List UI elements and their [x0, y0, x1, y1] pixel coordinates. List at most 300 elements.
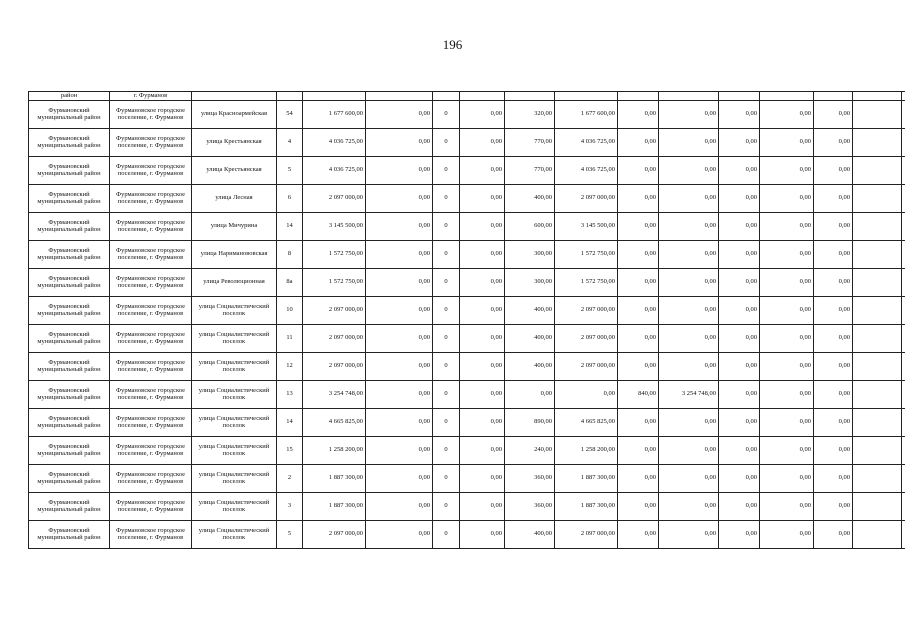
street-cell: улица Социалистический поселок — [192, 521, 277, 549]
street-cell: улица Красноармейская — [192, 101, 277, 129]
table-row — [29, 409, 905, 437]
value-cell — [902, 465, 905, 493]
settlement-cell: Фурмановское городское поселение, г. Фурманов — [110, 213, 192, 241]
value-cell: 0,00 — [659, 297, 719, 325]
value-cell: 0,00 — [366, 213, 433, 241]
table-row — [29, 241, 905, 269]
amount-cell: 4 665 825,00 — [555, 409, 618, 437]
value-cell — [853, 101, 902, 129]
total-cost-cell: 1 572 750,00 — [303, 241, 366, 269]
value-cell: 0,00 — [366, 381, 433, 409]
area-cell: 240,00 — [505, 437, 555, 465]
table-cell — [366, 92, 433, 101]
total-cost-cell: 4 665 825,00 — [303, 409, 366, 437]
value-cell: 0,00 — [366, 409, 433, 437]
value-cell: 0,00 — [814, 213, 853, 241]
area-cell: 400,00 — [505, 185, 555, 213]
value-cell: 0,00 — [760, 129, 814, 157]
value-cell — [853, 493, 902, 521]
area-cell: 0,00 — [505, 381, 555, 409]
street-cell: улица Социалистический поселок — [192, 325, 277, 353]
value-cell: 0,00 — [366, 325, 433, 353]
value-cell: 0,00 — [460, 381, 505, 409]
value-cell: 0,00 — [814, 465, 853, 493]
value-cell: 0,00 — [659, 213, 719, 241]
table-cell — [853, 92, 902, 101]
value-cell: 0,00 — [814, 521, 853, 549]
value-cell: 0,00 — [760, 213, 814, 241]
value-cell: 0,00 — [659, 241, 719, 269]
value-cell — [853, 381, 902, 409]
table-cell — [814, 92, 853, 101]
value-cell: 0,00 — [814, 353, 853, 381]
value-cell: 0,00 — [460, 269, 505, 297]
value-cell: 0,00 — [719, 465, 760, 493]
value-cell: 0,00 — [460, 157, 505, 185]
district-cell: Фурмановский муниципальный район — [29, 101, 110, 129]
value-cell: 0,00 — [618, 157, 659, 185]
area-cell: 400,00 — [505, 521, 555, 549]
district-cell: Фурмановский муниципальный район — [29, 437, 110, 465]
district-cell: Фурмановский муниципальный район — [29, 269, 110, 297]
value-cell: 0,00 — [814, 493, 853, 521]
value-cell — [902, 101, 905, 129]
house-number-cell: 8а — [277, 269, 303, 297]
value-cell: 0,00 — [618, 465, 659, 493]
value-cell — [902, 409, 905, 437]
street-cell: улица Социалистический поселок — [192, 465, 277, 493]
value-cell: 0,00 — [618, 521, 659, 549]
street-cell: улица Революционная — [192, 269, 277, 297]
value-cell: 0,00 — [719, 297, 760, 325]
amount-cell: 0,00 — [555, 381, 618, 409]
district-cell: Фурмановский муниципальный район — [29, 213, 110, 241]
value-cell: 0,00 — [460, 325, 505, 353]
value-cell — [853, 241, 902, 269]
area-cell: 360,00 — [505, 493, 555, 521]
value-cell: 0,00 — [618, 101, 659, 129]
value-cell: 0,00 — [719, 129, 760, 157]
value-cell: 0 — [433, 381, 460, 409]
value-cell: 0,00 — [814, 381, 853, 409]
total-cost-cell: 3 145 500,00 — [303, 213, 366, 241]
table-cell — [719, 92, 760, 101]
value-cell — [902, 129, 905, 157]
value-cell: 0,00 — [814, 157, 853, 185]
value-cell: 0,00 — [366, 493, 433, 521]
street-cell: улица Лесная — [192, 185, 277, 213]
value-cell: 0 — [433, 465, 460, 493]
value-cell: 0,00 — [460, 353, 505, 381]
value-cell: 0,00 — [719, 101, 760, 129]
value-cell: 0,00 — [460, 493, 505, 521]
value-cell: 0,00 — [659, 437, 719, 465]
street-cell: улица Социалистический поселок — [192, 297, 277, 325]
street-cell: улица Социалистический поселок — [192, 493, 277, 521]
total-cost-cell: 3 254 748,00 — [303, 381, 366, 409]
value-cell: 0,00 — [814, 409, 853, 437]
value-cell: 0,00 — [659, 325, 719, 353]
value-cell: 0,00 — [760, 381, 814, 409]
value-cell: 0,00 — [760, 493, 814, 521]
value-cell: 0,00 — [366, 269, 433, 297]
settlement-cell: Фурмановское городское поселение, г. Фурманов — [110, 437, 192, 465]
value-cell: 0,00 — [760, 297, 814, 325]
value-cell: 0,00 — [460, 409, 505, 437]
value-cell: 0,00 — [719, 241, 760, 269]
house-number-cell: 54 — [277, 101, 303, 129]
value-cell — [853, 157, 902, 185]
value-cell — [853, 521, 902, 549]
value-cell: 0,00 — [760, 157, 814, 185]
value-cell: 0,00 — [659, 465, 719, 493]
page-number: 196 — [442, 37, 463, 52]
total-cost-cell: 1 887 300,00 — [303, 465, 366, 493]
value-cell: 0,00 — [760, 269, 814, 297]
street-cell: улица Социалистический поселок — [192, 381, 277, 409]
value-cell: 0,00 — [618, 409, 659, 437]
street-cell: улица Социалистический поселок — [192, 353, 277, 381]
value-cell: 0,00 — [366, 465, 433, 493]
table-cell — [192, 92, 277, 101]
value-cell: 0,00 — [719, 409, 760, 437]
table-cell: район — [29, 92, 110, 101]
value-cell — [853, 297, 902, 325]
value-cell: 0,00 — [719, 213, 760, 241]
district-cell: Фурмановский муниципальный район — [29, 493, 110, 521]
table-row — [29, 185, 905, 213]
table-row — [29, 129, 905, 157]
house-number-cell: 10 — [277, 297, 303, 325]
value-cell — [902, 437, 905, 465]
value-cell: 0,00 — [460, 521, 505, 549]
value-cell — [902, 241, 905, 269]
value-cell: 0,00 — [814, 241, 853, 269]
value-cell: 0,00 — [460, 185, 505, 213]
district-cell: Фурмановский муниципальный район — [29, 325, 110, 353]
value-cell: 0 — [433, 409, 460, 437]
value-cell: 0,00 — [618, 493, 659, 521]
value-cell: 0,00 — [618, 213, 659, 241]
street-cell: улица Крестьянская — [192, 129, 277, 157]
value-cell: 0,00 — [618, 241, 659, 269]
value-cell — [853, 465, 902, 493]
area-cell: 600,00 — [505, 213, 555, 241]
house-number-cell: 6 — [277, 185, 303, 213]
value-cell — [853, 213, 902, 241]
table-row — [29, 353, 905, 381]
area-cell: 400,00 — [505, 297, 555, 325]
value-cell: 0,00 — [618, 185, 659, 213]
table-cell — [505, 92, 555, 101]
house-number-cell: 14 — [277, 409, 303, 437]
value-cell: 0,00 — [814, 101, 853, 129]
table-row — [29, 269, 905, 297]
district-cell: Фурмановский муниципальный район — [29, 157, 110, 185]
area-cell: 300,00 — [505, 269, 555, 297]
amount-cell: 1 677 600,00 — [555, 101, 618, 129]
amount-cell: 4 036 725,00 — [555, 157, 618, 185]
house-number-cell: 3 — [277, 493, 303, 521]
house-number-cell: 8 — [277, 241, 303, 269]
settlement-cell: Фурмановское городское поселение, г. Фурманов — [110, 521, 192, 549]
district-cell: Фурмановский муниципальный район — [29, 465, 110, 493]
amount-cell: 1 887 300,00 — [555, 465, 618, 493]
house-number-cell: 5 — [277, 157, 303, 185]
house-number-cell: 4 — [277, 129, 303, 157]
value-cell: 0,00 — [760, 353, 814, 381]
value-cell: 0 — [433, 325, 460, 353]
total-cost-cell: 4 036 725,00 — [303, 157, 366, 185]
total-cost-cell: 2 097 000,00 — [303, 297, 366, 325]
house-number-cell: 5 — [277, 521, 303, 549]
table-cell — [460, 92, 505, 101]
value-cell: 0,00 — [719, 493, 760, 521]
value-cell: 0,00 — [719, 325, 760, 353]
value-cell: 0,00 — [618, 437, 659, 465]
area-cell: 320,00 — [505, 101, 555, 129]
value-cell: 0,00 — [618, 297, 659, 325]
value-cell — [853, 269, 902, 297]
value-cell: 0,00 — [814, 297, 853, 325]
value-cell: 0,00 — [814, 437, 853, 465]
amount-cell: 2 097 000,00 — [555, 521, 618, 549]
value-cell — [902, 493, 905, 521]
value-cell: 0,00 — [366, 297, 433, 325]
table-row — [29, 297, 905, 325]
amount-cell: 3 145 500,00 — [555, 213, 618, 241]
table-cell — [902, 92, 905, 101]
table-row — [29, 381, 905, 409]
table-body — [29, 92, 905, 549]
value-cell — [902, 325, 905, 353]
amount-cell: 2 097 000,00 — [555, 353, 618, 381]
area-cell: 770,00 — [505, 157, 555, 185]
street-cell: улица Мичурина — [192, 213, 277, 241]
value-cell: 0,00 — [460, 297, 505, 325]
value-cell: 0,00 — [659, 129, 719, 157]
value-cell: 0,00 — [719, 269, 760, 297]
area-cell: 360,00 — [505, 465, 555, 493]
table-row — [29, 157, 905, 185]
amount-cell: 1 258 200,00 — [555, 437, 618, 465]
value-cell: 0,00 — [760, 409, 814, 437]
table-row — [29, 465, 905, 493]
value-cell — [853, 129, 902, 157]
value-cell: 0,00 — [814, 185, 853, 213]
amount-cell: 1 887 300,00 — [555, 493, 618, 521]
area-cell: 300,00 — [505, 241, 555, 269]
total-cost-cell: 1 258 200,00 — [303, 437, 366, 465]
value-cell: 0,00 — [814, 269, 853, 297]
value-cell — [853, 437, 902, 465]
table-row — [29, 493, 905, 521]
house-number-cell: 13 — [277, 381, 303, 409]
value-cell: 0,00 — [814, 129, 853, 157]
value-cell: 0,00 — [719, 353, 760, 381]
table-cell — [760, 92, 814, 101]
district-cell: Фурмановский муниципальный район — [29, 381, 110, 409]
amount-cell: 2 097 000,00 — [555, 325, 618, 353]
value-cell: 0,00 — [659, 101, 719, 129]
house-number-cell: 12 — [277, 353, 303, 381]
value-cell: 840,00 — [618, 381, 659, 409]
value-cell: 0 — [433, 269, 460, 297]
value-cell: 0,00 — [366, 521, 433, 549]
district-cell: Фурмановский муниципальный район — [29, 297, 110, 325]
value-cell: 0,00 — [814, 325, 853, 353]
table-cell — [277, 92, 303, 101]
value-cell — [853, 409, 902, 437]
value-cell: 0 — [433, 437, 460, 465]
value-cell — [853, 185, 902, 213]
value-cell — [902, 353, 905, 381]
total-cost-cell: 2 097 000,00 — [303, 521, 366, 549]
settlement-cell: Фурмановское городское поселение, г. Фурманов — [110, 297, 192, 325]
value-cell: 0,00 — [719, 437, 760, 465]
value-cell — [902, 521, 905, 549]
settlement-cell: Фурмановское городское поселение, г. Фурманов — [110, 465, 192, 493]
value-cell — [902, 297, 905, 325]
value-cell: 0 — [433, 185, 460, 213]
table-row — [29, 101, 905, 129]
value-cell: 0,00 — [618, 269, 659, 297]
district-cell: Фурмановский муниципальный район — [29, 129, 110, 157]
value-cell: 0 — [433, 493, 460, 521]
total-cost-cell: 4 036 725,00 — [303, 129, 366, 157]
value-cell: 0,00 — [719, 185, 760, 213]
house-number-cell: 14 — [277, 213, 303, 241]
table-cell — [433, 92, 460, 101]
total-cost-cell: 2 097 000,00 — [303, 185, 366, 213]
value-cell: 0 — [433, 297, 460, 325]
settlement-cell: Фурмановское городское поселение, г. Фурманов — [110, 129, 192, 157]
value-cell: 0,00 — [659, 493, 719, 521]
settlement-cell: Фурмановское городское поселение, г. Фурманов — [110, 241, 192, 269]
value-cell: 0,00 — [760, 241, 814, 269]
district-cell: Фурмановский муниципальный район — [29, 521, 110, 549]
street-cell: улица Крестьянская — [192, 157, 277, 185]
settlement-cell: Фурмановское городское поселение, г. Фурманов — [110, 493, 192, 521]
value-cell: 0,00 — [618, 353, 659, 381]
value-cell: 0,00 — [719, 157, 760, 185]
value-cell: 0,00 — [460, 213, 505, 241]
value-cell: 0,00 — [460, 101, 505, 129]
total-cost-cell: 2 097 000,00 — [303, 353, 366, 381]
street-cell: улица Нариманововская — [192, 241, 277, 269]
table-row — [29, 213, 905, 241]
total-cost-cell: 1 887 300,00 — [303, 493, 366, 521]
value-cell: 0,00 — [760, 521, 814, 549]
value-cell: 0,00 — [366, 157, 433, 185]
value-cell: 0,00 — [760, 465, 814, 493]
table-cell — [555, 92, 618, 101]
total-cost-cell: 2 097 000,00 — [303, 325, 366, 353]
value-cell: 0,00 — [760, 437, 814, 465]
area-cell: 400,00 — [505, 353, 555, 381]
district-cell: Фурмановский муниципальный район — [29, 185, 110, 213]
settlement-cell: Фурмановское городское поселение, г. Фурманов — [110, 325, 192, 353]
value-cell: 0,00 — [760, 325, 814, 353]
amount-cell: 2 097 000,00 — [555, 185, 618, 213]
table-cell — [303, 92, 366, 101]
street-cell: улица Социалистический поселок — [192, 437, 277, 465]
area-cell: 770,00 — [505, 129, 555, 157]
value-cell — [902, 185, 905, 213]
value-cell: 0,00 — [460, 241, 505, 269]
value-cell: 0,00 — [460, 465, 505, 493]
table-cell: г. Фурманов — [110, 92, 192, 101]
district-cell: Фурмановский муниципальный район — [29, 409, 110, 437]
district-cell: Фурмановский муниципальный район — [29, 353, 110, 381]
value-cell: 0,00 — [460, 129, 505, 157]
value-cell: 0 — [433, 353, 460, 381]
value-cell: 0,00 — [760, 101, 814, 129]
value-cell: 3 254 748,00 — [659, 381, 719, 409]
value-cell: 0,00 — [366, 129, 433, 157]
table-cell — [618, 92, 659, 101]
house-number-cell: 11 — [277, 325, 303, 353]
table-row — [29, 521, 905, 549]
value-cell: 0,00 — [659, 185, 719, 213]
table-row — [29, 437, 905, 465]
street-cell: улица Социалистический поселок — [192, 409, 277, 437]
value-cell: 0,00 — [460, 437, 505, 465]
register-table — [28, 91, 905, 549]
settlement-cell: Фурмановское городское поселение, г. Фурманов — [110, 101, 192, 129]
settlement-cell: Фурмановское городское поселение, г. Фурманов — [110, 185, 192, 213]
settlement-cell: Фурмановское городское поселение, г. Фурманов — [110, 157, 192, 185]
value-cell: 0,00 — [659, 521, 719, 549]
settlement-cell: Фурмановское городское поселение, г. Фурманов — [110, 353, 192, 381]
area-cell: 400,00 — [505, 325, 555, 353]
house-number-cell: 15 — [277, 437, 303, 465]
value-cell: 0 — [433, 101, 460, 129]
area-cell: 890,00 — [505, 409, 555, 437]
value-cell: 0,00 — [366, 185, 433, 213]
value-cell — [853, 353, 902, 381]
value-cell: 0,00 — [618, 325, 659, 353]
value-cell: 0,00 — [659, 269, 719, 297]
amount-cell: 2 097 000,00 — [555, 297, 618, 325]
value-cell — [902, 213, 905, 241]
value-cell: 0 — [433, 213, 460, 241]
value-cell: 0,00 — [366, 437, 433, 465]
settlement-cell: Фурмановское городское поселение, г. Фурманов — [110, 409, 192, 437]
table-cell — [659, 92, 719, 101]
district-cell: Фурмановский муниципальный район — [29, 241, 110, 269]
table-row — [29, 325, 905, 353]
value-cell — [853, 325, 902, 353]
value-cell: 0 — [433, 241, 460, 269]
value-cell: 0 — [433, 157, 460, 185]
value-cell: 0,00 — [366, 241, 433, 269]
value-cell: 0,00 — [719, 521, 760, 549]
value-cell: 0,00 — [760, 185, 814, 213]
value-cell — [902, 381, 905, 409]
amount-cell: 4 036 725,00 — [555, 129, 618, 157]
value-cell — [902, 269, 905, 297]
value-cell: 0,00 — [719, 381, 760, 409]
value-cell: 0 — [433, 129, 460, 157]
amount-cell: 1 572 750,00 — [555, 269, 618, 297]
value-cell: 0 — [433, 521, 460, 549]
value-cell: 0,00 — [659, 409, 719, 437]
settlement-cell: Фурмановское городское поселение, г. Фурманов — [110, 381, 192, 409]
house-number-cell: 2 — [277, 465, 303, 493]
value-cell: 0,00 — [366, 353, 433, 381]
amount-cell: 1 572 750,00 — [555, 241, 618, 269]
